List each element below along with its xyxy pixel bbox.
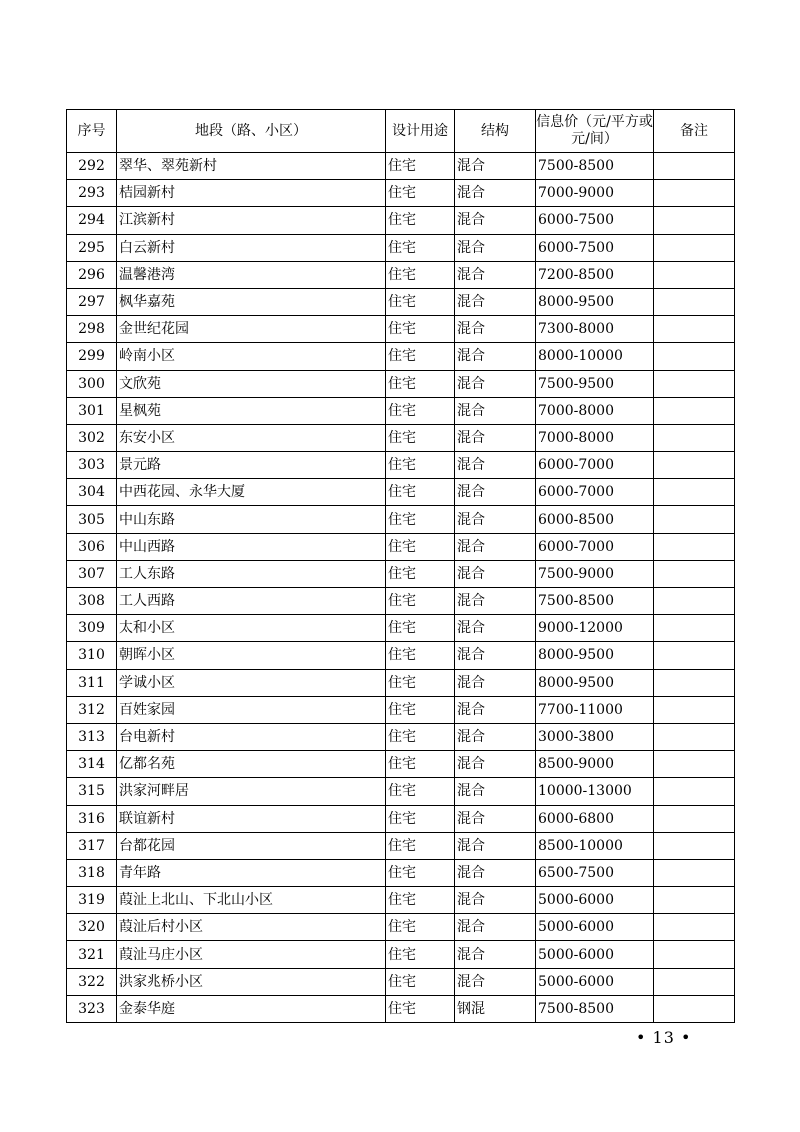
cell-structure: 混合 xyxy=(455,207,536,234)
cell-no: 308 xyxy=(67,588,117,615)
cell-location: 中山西路 xyxy=(117,533,386,560)
cell-no: 292 xyxy=(67,153,117,180)
cell-no: 298 xyxy=(67,316,117,343)
cell-structure: 混合 xyxy=(455,751,536,778)
cell-structure: 混合 xyxy=(455,288,536,315)
cell-use: 住宅 xyxy=(386,642,455,669)
cell-price: 6000-7500 xyxy=(536,207,654,234)
cell-price: 7000-8000 xyxy=(536,424,654,451)
table-row xyxy=(67,968,735,995)
table-row xyxy=(67,424,735,451)
table-row xyxy=(67,941,735,968)
cell-structure: 混合 xyxy=(455,316,536,343)
cell-structure: 混合 xyxy=(455,343,536,370)
cell-no: 305 xyxy=(67,506,117,533)
cell-location: 白云新村 xyxy=(117,234,386,261)
cell-location: 星枫苑 xyxy=(117,397,386,424)
cell-use: 住宅 xyxy=(386,153,455,180)
cell-structure: 混合 xyxy=(455,370,536,397)
cell-use: 住宅 xyxy=(386,588,455,615)
header-remarks: 备注 xyxy=(654,110,735,153)
cell-use: 住宅 xyxy=(386,887,455,914)
cell-structure: 混合 xyxy=(455,479,536,506)
table-row xyxy=(67,723,735,750)
cell-use: 住宅 xyxy=(386,859,455,886)
table-row xyxy=(67,805,735,832)
table-row xyxy=(67,370,735,397)
cell-location: 桔园新村 xyxy=(117,180,386,207)
cell-structure: 混合 xyxy=(455,261,536,288)
table-row xyxy=(67,506,735,533)
cell-location: 百姓家园 xyxy=(117,696,386,723)
cell-price: 7500-8500 xyxy=(536,995,654,1022)
cell-no: 304 xyxy=(67,479,117,506)
cell-location: 葭沚后村小区 xyxy=(117,914,386,941)
cell-use: 住宅 xyxy=(386,261,455,288)
cell-use: 住宅 xyxy=(386,180,455,207)
cell-price: 8500-10000 xyxy=(536,832,654,859)
cell-use: 住宅 xyxy=(386,452,455,479)
cell-remarks xyxy=(654,588,735,615)
cell-structure: 混合 xyxy=(455,234,536,261)
header-no: 序号 xyxy=(67,110,117,153)
cell-remarks xyxy=(654,370,735,397)
table-row xyxy=(67,234,735,261)
cell-use: 住宅 xyxy=(386,343,455,370)
cell-no: 307 xyxy=(67,560,117,587)
cell-remarks xyxy=(654,479,735,506)
cell-use: 住宅 xyxy=(386,669,455,696)
cell-remarks xyxy=(654,153,735,180)
table-header xyxy=(67,110,735,153)
price-table xyxy=(66,109,735,1023)
cell-remarks xyxy=(654,506,735,533)
cell-structure: 混合 xyxy=(455,180,536,207)
cell-no: 303 xyxy=(67,452,117,479)
cell-structure: 混合 xyxy=(455,778,536,805)
cell-no: 315 xyxy=(67,778,117,805)
cell-price: 10000-13000 xyxy=(536,778,654,805)
cell-remarks xyxy=(654,180,735,207)
cell-location: 葭沚马庄小区 xyxy=(117,941,386,968)
cell-location: 青年路 xyxy=(117,859,386,886)
cell-use: 住宅 xyxy=(386,914,455,941)
cell-use: 住宅 xyxy=(386,778,455,805)
table-row xyxy=(67,859,735,886)
table-row xyxy=(67,452,735,479)
cell-use: 住宅 xyxy=(386,832,455,859)
cell-price: 7500-8500 xyxy=(536,153,654,180)
cell-price: 7700-11000 xyxy=(536,696,654,723)
cell-use: 住宅 xyxy=(386,751,455,778)
cell-no: 302 xyxy=(67,424,117,451)
cell-no: 317 xyxy=(67,832,117,859)
cell-structure: 钢混 xyxy=(455,995,536,1022)
cell-structure: 混合 xyxy=(455,941,536,968)
cell-use: 住宅 xyxy=(386,234,455,261)
cell-structure: 混合 xyxy=(455,887,536,914)
cell-location: 东安小区 xyxy=(117,424,386,451)
cell-remarks xyxy=(654,397,735,424)
table-row xyxy=(67,669,735,696)
table-row xyxy=(67,533,735,560)
cell-use: 住宅 xyxy=(386,805,455,832)
cell-no: 319 xyxy=(67,887,117,914)
cell-no: 299 xyxy=(67,343,117,370)
table-row xyxy=(67,696,735,723)
cell-location: 亿都名苑 xyxy=(117,751,386,778)
cell-structure: 混合 xyxy=(455,805,536,832)
page-number: • 13 • xyxy=(636,1028,692,1047)
cell-location: 江滨新村 xyxy=(117,207,386,234)
cell-remarks xyxy=(654,533,735,560)
cell-location: 台电新村 xyxy=(117,723,386,750)
cell-no: 309 xyxy=(67,615,117,642)
cell-location: 文欣苑 xyxy=(117,370,386,397)
cell-price: 7300-8000 xyxy=(536,316,654,343)
cell-location: 联谊新村 xyxy=(117,805,386,832)
cell-structure: 混合 xyxy=(455,153,536,180)
table-row xyxy=(67,153,735,180)
cell-structure: 混合 xyxy=(455,669,536,696)
cell-location: 景元路 xyxy=(117,452,386,479)
table-row xyxy=(67,560,735,587)
cell-use: 住宅 xyxy=(386,696,455,723)
cell-structure: 混合 xyxy=(455,859,536,886)
cell-price: 6000-7000 xyxy=(536,452,654,479)
cell-structure: 混合 xyxy=(455,615,536,642)
cell-remarks xyxy=(654,615,735,642)
cell-remarks xyxy=(654,560,735,587)
cell-price: 7000-9000 xyxy=(536,180,654,207)
cell-location: 学诚小区 xyxy=(117,669,386,696)
cell-structure: 混合 xyxy=(455,452,536,479)
cell-location: 金泰华庭 xyxy=(117,995,386,1022)
cell-remarks xyxy=(654,696,735,723)
cell-structure: 混合 xyxy=(455,424,536,451)
cell-use: 住宅 xyxy=(386,723,455,750)
table-row xyxy=(67,887,735,914)
cell-price: 8000-9500 xyxy=(536,642,654,669)
cell-remarks xyxy=(654,207,735,234)
cell-price: 8000-9500 xyxy=(536,288,654,315)
cell-remarks xyxy=(654,941,735,968)
table-row xyxy=(67,397,735,424)
table-row xyxy=(67,995,735,1022)
cell-price: 6000-8500 xyxy=(536,506,654,533)
cell-location: 洪家兆桥小区 xyxy=(117,968,386,995)
cell-use: 住宅 xyxy=(386,941,455,968)
cell-remarks xyxy=(654,968,735,995)
cell-no: 313 xyxy=(67,723,117,750)
cell-price: 6500-7500 xyxy=(536,859,654,886)
cell-remarks xyxy=(654,778,735,805)
cell-location: 枫华嘉苑 xyxy=(117,288,386,315)
header-location: 地段（路、小区） xyxy=(117,110,386,153)
cell-no: 311 xyxy=(67,669,117,696)
header-price: 信息价（元/平方或元/间） xyxy=(536,110,654,153)
cell-location: 温馨港湾 xyxy=(117,261,386,288)
cell-price: 9000-12000 xyxy=(536,615,654,642)
cell-price: 6000-7000 xyxy=(536,479,654,506)
cell-remarks xyxy=(654,751,735,778)
cell-use: 住宅 xyxy=(386,288,455,315)
cell-remarks xyxy=(654,452,735,479)
cell-remarks xyxy=(654,261,735,288)
cell-use: 住宅 xyxy=(386,424,455,451)
cell-structure: 混合 xyxy=(455,588,536,615)
cell-remarks xyxy=(654,887,735,914)
table-row xyxy=(67,180,735,207)
table-body xyxy=(67,153,735,1023)
cell-remarks xyxy=(654,343,735,370)
cell-no: 312 xyxy=(67,696,117,723)
cell-no: 314 xyxy=(67,751,117,778)
table-row xyxy=(67,615,735,642)
cell-use: 住宅 xyxy=(386,506,455,533)
cell-no: 293 xyxy=(67,180,117,207)
cell-location: 洪家河畔居 xyxy=(117,778,386,805)
cell-no: 296 xyxy=(67,261,117,288)
cell-no: 318 xyxy=(67,859,117,886)
cell-price: 7200-8500 xyxy=(536,261,654,288)
cell-use: 住宅 xyxy=(386,207,455,234)
cell-no: 295 xyxy=(67,234,117,261)
cell-remarks xyxy=(654,914,735,941)
cell-location: 朝晖小区 xyxy=(117,642,386,669)
cell-no: 320 xyxy=(67,914,117,941)
cell-location: 中山东路 xyxy=(117,506,386,533)
cell-location: 岭南小区 xyxy=(117,343,386,370)
cell-remarks xyxy=(654,723,735,750)
cell-no: 306 xyxy=(67,533,117,560)
cell-structure: 混合 xyxy=(455,723,536,750)
cell-no: 297 xyxy=(67,288,117,315)
cell-price: 8000-10000 xyxy=(536,343,654,370)
cell-price: 6000-6800 xyxy=(536,805,654,832)
cell-location: 金世纪花园 xyxy=(117,316,386,343)
cell-price: 6000-7500 xyxy=(536,234,654,261)
header-use: 设计用途 xyxy=(386,110,455,153)
cell-use: 住宅 xyxy=(386,615,455,642)
cell-price: 5000-6000 xyxy=(536,914,654,941)
table-row xyxy=(67,343,735,370)
cell-no: 301 xyxy=(67,397,117,424)
cell-use: 住宅 xyxy=(386,533,455,560)
cell-location: 台都花园 xyxy=(117,832,386,859)
cell-remarks xyxy=(654,642,735,669)
cell-price: 7500-8500 xyxy=(536,588,654,615)
cell-location: 中西花园、永华大厦 xyxy=(117,479,386,506)
cell-location: 太和小区 xyxy=(117,615,386,642)
cell-price: 7500-9500 xyxy=(536,370,654,397)
cell-no: 316 xyxy=(67,805,117,832)
cell-price: 5000-6000 xyxy=(536,887,654,914)
cell-price: 5000-6000 xyxy=(536,941,654,968)
cell-price: 5000-6000 xyxy=(536,968,654,995)
cell-remarks xyxy=(654,805,735,832)
cell-remarks xyxy=(654,288,735,315)
cell-use: 住宅 xyxy=(386,316,455,343)
cell-location: 翠华、翠苑新村 xyxy=(117,153,386,180)
header-structure: 结构 xyxy=(455,110,536,153)
table-row xyxy=(67,751,735,778)
cell-use: 住宅 xyxy=(386,995,455,1022)
cell-remarks xyxy=(654,859,735,886)
table-row xyxy=(67,288,735,315)
cell-structure: 混合 xyxy=(455,968,536,995)
cell-price: 7000-8000 xyxy=(536,397,654,424)
cell-price: 8500-9000 xyxy=(536,751,654,778)
table-row xyxy=(67,914,735,941)
cell-structure: 混合 xyxy=(455,914,536,941)
cell-no: 300 xyxy=(67,370,117,397)
cell-structure: 混合 xyxy=(455,560,536,587)
cell-remarks xyxy=(654,234,735,261)
cell-use: 住宅 xyxy=(386,560,455,587)
cell-no: 310 xyxy=(67,642,117,669)
cell-structure: 混合 xyxy=(455,506,536,533)
cell-no: 294 xyxy=(67,207,117,234)
table-row xyxy=(67,479,735,506)
cell-structure: 混合 xyxy=(455,642,536,669)
header-row xyxy=(67,110,735,153)
cell-use: 住宅 xyxy=(386,370,455,397)
table-row xyxy=(67,316,735,343)
cell-location: 工人西路 xyxy=(117,588,386,615)
cell-structure: 混合 xyxy=(455,533,536,560)
cell-use: 住宅 xyxy=(386,397,455,424)
cell-location: 葭沚上北山、下北山小区 xyxy=(117,887,386,914)
table-row xyxy=(67,778,735,805)
table-row xyxy=(67,261,735,288)
cell-use: 住宅 xyxy=(386,479,455,506)
cell-remarks xyxy=(654,832,735,859)
cell-remarks xyxy=(654,316,735,343)
cell-no: 323 xyxy=(67,995,117,1022)
table-row xyxy=(67,588,735,615)
cell-no: 321 xyxy=(67,941,117,968)
cell-structure: 混合 xyxy=(455,832,536,859)
cell-price: 7500-9000 xyxy=(536,560,654,587)
cell-remarks xyxy=(654,669,735,696)
table-row xyxy=(67,207,735,234)
table-row xyxy=(67,642,735,669)
cell-price: 8000-9500 xyxy=(536,669,654,696)
cell-use: 住宅 xyxy=(386,968,455,995)
cell-remarks xyxy=(654,424,735,451)
cell-structure: 混合 xyxy=(455,696,536,723)
cell-price: 6000-7000 xyxy=(536,533,654,560)
cell-location: 工人东路 xyxy=(117,560,386,587)
table-row xyxy=(67,832,735,859)
cell-structure: 混合 xyxy=(455,397,536,424)
cell-remarks xyxy=(654,995,735,1022)
cell-no: 322 xyxy=(67,968,117,995)
cell-price: 3000-3800 xyxy=(536,723,654,750)
